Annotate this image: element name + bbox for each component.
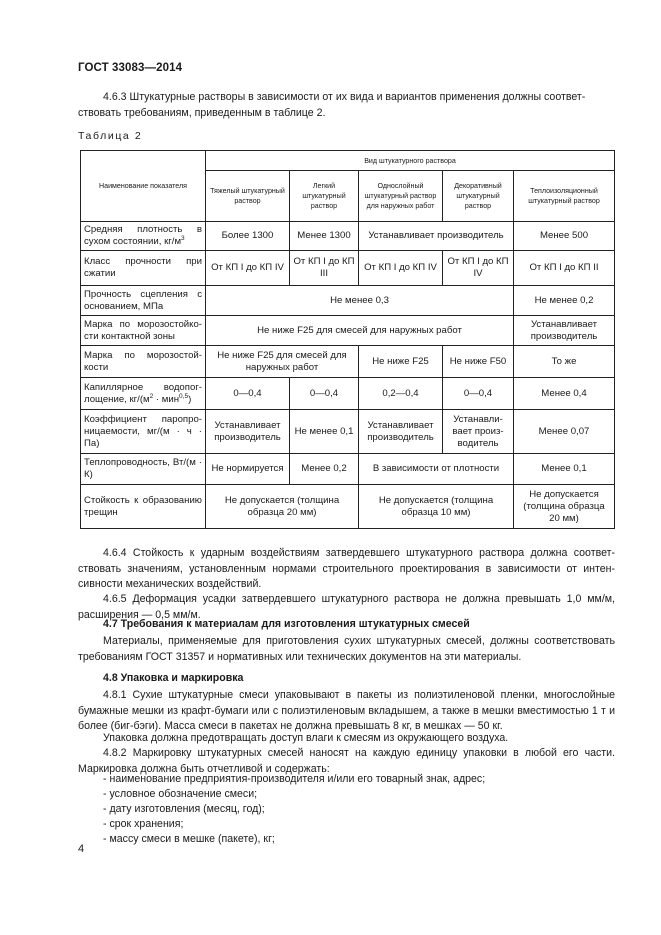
cell-value: Не менее 0,3	[206, 286, 514, 316]
cell-value: Устанавливает производитель	[443, 410, 514, 454]
row-label-capillary-b: · мин	[153, 393, 180, 405]
row-label-capillary-a: Капиллярное водопоглощение, кг/(м	[84, 381, 202, 405]
row-label-capillary	[81, 378, 206, 410]
col-header-decor: Декоративный штукатурный раствор	[443, 171, 514, 222]
paragraph-4-6-3-line2: ствовать требованиям, приведенным в таблице 2.	[78, 106, 326, 119]
paragraph-4-8-1-b: Упаковка должна предотвращать доступ влаги к смесям из окружающего воздуха.	[103, 732, 509, 744]
cell-value: Не ниже F25 для смесей для наружных работ	[206, 316, 514, 346]
paragraph-4-6-3-line1: 4.6.3 Штукатурные растворы в зависимости от их вида и вариантов применения должны соответ-	[103, 91, 586, 103]
cell-value: От КП I до КП III	[290, 251, 359, 286]
table-row	[81, 346, 615, 378]
cell-value: 0—0,4	[290, 378, 359, 410]
cell-value: Менее 0,1	[514, 454, 615, 485]
cell-value: Менее 1300	[290, 222, 359, 251]
col-header-single: Однослойный штукатурный раствор для наружных работ	[359, 171, 443, 222]
cell-value: Менее 0,4	[514, 378, 615, 410]
table-caption: Таблица 2	[78, 130, 143, 142]
row-label-density-text: Средняя плотность в сухом состоянии, кг/м	[84, 224, 202, 247]
cell-value: От КП I до КП IV	[443, 251, 514, 286]
paragraph-4-8-2: 4.8.2 Маркировку штукатурных смесей наносят на каждую единицу упаковки в любой его части. Маркировка должна быть отчетливой и содержать:	[78, 747, 615, 775]
list-item: - наименование предприятия-производителя и/или его товарный знак, адрес;	[103, 773, 486, 785]
cell-value: Менее 500	[514, 222, 615, 251]
table-row	[81, 410, 615, 454]
cell-value: Не ниже F50	[443, 346, 514, 378]
section-heading-4-7: 4.7 Требования к материалам для изготовления штукатурных смесей	[103, 618, 470, 630]
paragraph-4-7: Материалы, применяемые для приготовления сухих штукатурных смесей, должны соответствовать требованиям ГОСТ 31357 и нормативных или технических документов на эти материалы.	[78, 635, 615, 663]
row-label-density-sup: 3	[181, 234, 185, 242]
cell-value: Не ниже F25 для смесей для наружных работ	[206, 346, 359, 378]
list-item: - дату изготовления (месяц, год);	[103, 803, 265, 815]
list-item: - срок хранения;	[103, 818, 184, 830]
paragraph-4-6-3	[78, 90, 615, 121]
row-label-capillary-sup2: 0,5	[179, 392, 189, 400]
row-label-vapor: Коэффициент паропроницаемости, мг/(м · ч · Па)	[81, 410, 206, 454]
row-label-capillary-sup1: 2	[149, 392, 154, 400]
cell-value: Устанавливает производитель	[514, 316, 615, 346]
cell-value: В зависимости от плотности	[359, 454, 514, 485]
document-header: ГОСТ 33083—2014	[78, 62, 183, 74]
row-label-thermal: Теплопроводность, Вт/(м · К)	[81, 454, 206, 485]
col-header-light: Легкий штукатурный раствор	[290, 171, 359, 222]
list-item: - массу смеси в мешке (пакете), кг;	[103, 833, 275, 845]
cell-value: Более 1300	[206, 222, 290, 251]
row-label-strength: Класс прочности при сжатии	[81, 251, 206, 286]
table-row	[81, 454, 615, 485]
paragraph-4-6-5: 4.6.5 Деформация усадки затвердевшего штукатурного раствора не должна превышать 1,0 мм/м, расширения — 0,5 мм/м.	[78, 593, 615, 621]
cell-value: Менее 0,07	[514, 410, 615, 454]
cell-value: 0—0,4	[443, 378, 514, 410]
cell-value: От КП I до КП IV	[206, 251, 290, 286]
cell-value: Устанавливает производитель	[359, 222, 514, 251]
cell-value: Устанавливает производитель	[206, 410, 290, 454]
cell-value: Не допускается (толщина образца 10 мм)	[359, 485, 514, 529]
paragraph-4-6-4: 4.6.4 Стойкость к ударным воздействиям затвердевшего штукатурного раствора должна соответствовать значениям, установленным нормами строительного проектирования в зависимости от интенсивности механических воздействий.	[78, 547, 615, 590]
cell-value: 0—0,4	[206, 378, 290, 410]
table-row	[81, 378, 615, 410]
cell-value: Не допускается (толщина образца 20 мм)	[514, 485, 615, 529]
cell-value: От КП I до КП IV	[359, 251, 443, 286]
cell-value: Не ниже F25	[359, 346, 443, 378]
cell-value: То же	[514, 346, 615, 378]
cell-value: Менее 0,2	[290, 454, 359, 485]
table-row	[81, 316, 615, 346]
col-header-heavy: Тяжелый штукатурный раствор	[206, 171, 290, 222]
row-label-frost-contact: Марка по морозостойкости контактной зоны	[81, 316, 206, 346]
row-label-density	[81, 222, 206, 251]
table-row	[81, 286, 615, 316]
col-header-indicator: Наименование показателя	[81, 151, 206, 222]
cell-value: От КП I до КП II	[514, 251, 615, 286]
row-label-capillary-c: )	[188, 393, 192, 405]
table-2	[80, 150, 615, 529]
col-header-insul: Теплоизоляционный штукатурный раствор	[514, 171, 615, 222]
cell-value: 0,2—0,4	[359, 378, 443, 410]
row-label-crack: Стойкость к образованию трещин	[81, 485, 206, 529]
table-row	[81, 222, 615, 251]
paragraph-4-8-1: 4.8.1 Сухие штукатурные смеси упаковывают в пакеты из полиэтиленовой пленки, многослойные бумажные мешки из крафт-бумаги или с полиэтиленовым вкладышем, а также в мешки вместимостью 1 т и более (биг-бэги). Масса смеси в пакетах не должна превышать 8 кг, в мешках — 50 кг.	[78, 689, 615, 732]
cell-value: Не менее 0,1	[290, 410, 359, 454]
list-item: - условное обозначение смеси;	[103, 788, 258, 800]
cell-value: Устанавливает производитель	[359, 410, 443, 454]
row-label-adhesion: Прочность сцепления с основанием, МПа	[81, 286, 206, 316]
page-number: 4	[78, 843, 85, 855]
table-row	[81, 485, 615, 529]
table-row	[81, 251, 615, 286]
cell-value: Не допускается (толщина образца 20 мм)	[206, 485, 359, 529]
table-header-row-1	[81, 151, 615, 171]
row-label-frost: Марка по морозостойкости	[81, 346, 206, 378]
col-header-group: Вид штукатурного раствора	[206, 151, 615, 171]
cell-value: Не менее 0,2	[514, 286, 615, 316]
section-heading-4-8: 4.8 Упаковка и маркировка	[103, 672, 244, 684]
cell-value: Не нормируется	[206, 454, 290, 485]
